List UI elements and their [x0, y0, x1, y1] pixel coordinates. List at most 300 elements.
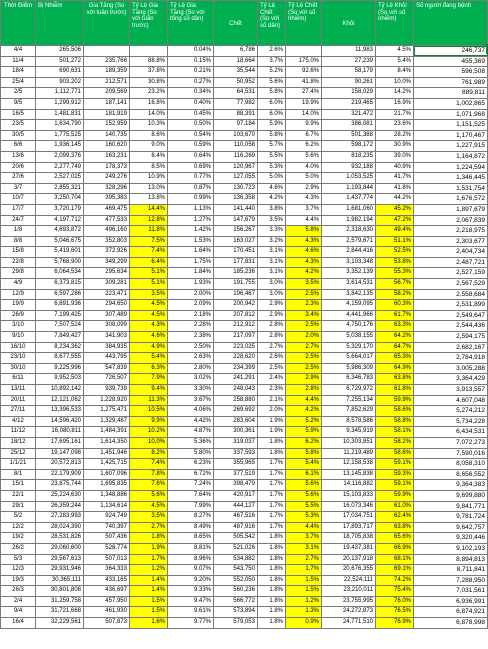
cell-increase-rate-week[interactable]: 16.8% [130, 98, 168, 109]
cell-death-rate-infected[interactable]: 5.0% [286, 173, 322, 184]
cell-recovery-rate[interactable]: 59.9% [376, 395, 414, 406]
cell-recovered[interactable]: 598,172 [322, 141, 376, 152]
cell-active-cases[interactable]: 2,682,167 [414, 342, 488, 353]
cell-increase-rate-pop[interactable]: 7.24% [168, 480, 214, 491]
cell-active-cases[interactable]: 2,067,839 [414, 215, 488, 226]
cell-deaths[interactable]: 136,358 [214, 194, 258, 205]
cell-deaths[interactable]: 355,965 [214, 459, 258, 470]
cell-increase[interactable]: 443,795 [84, 353, 130, 364]
cell-deaths[interactable]: 35,544 [214, 67, 258, 78]
cell-death-rate-pop[interactable]: 3.1% [258, 247, 286, 258]
cell-recovered[interactable]: 11,219,489 [322, 448, 376, 459]
cell-death-rate-pop[interactable]: 2.4% [258, 374, 286, 385]
cell-death-rate-infected[interactable]: 4.4% [286, 522, 322, 533]
cell-infected[interactable]: 501,272 [36, 56, 84, 67]
cell-infected[interactable]: 5,046,675 [36, 236, 84, 247]
cell-recovery-rate[interactable]: 14.2% [376, 88, 414, 99]
cell-infected[interactable]: 6,064,534 [36, 268, 84, 279]
cell-time[interactable]: 20/6 [1, 162, 36, 173]
cell-recovery-rate[interactable]: 64.9% [376, 363, 414, 374]
cell-increase[interactable]: 364,333 [84, 565, 130, 576]
cell-increase-rate-pop[interactable]: 0.27% [168, 77, 214, 88]
cell-increase-rate-week[interactable]: 23.2% [130, 88, 168, 99]
cell-deaths[interactable]: 130,723 [214, 183, 258, 194]
header-deaths[interactable]: Chết [214, 1, 258, 46]
cell-time[interactable]: 18/4 [1, 67, 36, 78]
cell-death-rate-pop[interactable]: 5.8% [258, 88, 286, 99]
cell-increase-rate-week[interactable]: 7.4% [130, 459, 168, 470]
cell-death-rate-infected[interactable]: 4.4% [286, 395, 322, 406]
cell-deaths[interactable]: 467,516 [214, 512, 258, 523]
cell-death-rate-infected[interactable]: 3.7% [286, 533, 322, 544]
cell-death-rate-infected[interactable]: 1.5% [286, 575, 322, 586]
cell-deaths[interactable]: 398,479 [214, 480, 258, 491]
cell-death-rate-pop[interactable]: 5.6% [258, 77, 286, 88]
cell-increase[interactable]: 461,930 [84, 607, 130, 618]
cell-increase[interactable]: 547,839 [84, 363, 130, 374]
cell-increase-rate-week[interactable]: 1.6% [130, 618, 168, 629]
cell-recovery-rate[interactable]: 51.1% [376, 236, 414, 247]
cell-deaths[interactable]: 420,917 [214, 490, 258, 501]
cell-increase[interactable]: 181,919 [84, 109, 130, 120]
cell-increase-rate-pop[interactable]: 4.06% [168, 406, 214, 417]
cell-recovered[interactable]: 20,676,355 [322, 565, 376, 576]
cell-deaths[interactable]: 337,593 [214, 448, 258, 459]
cell-deaths[interactable]: 64,531 [214, 88, 258, 99]
cell-increase-rate-week[interactable]: 7.6% [130, 480, 168, 491]
cell-increase-rate-pop[interactable]: 0.15% [168, 56, 214, 67]
cell-infected[interactable]: 1,634,790 [36, 120, 84, 131]
cell-increase[interactable]: 163,231 [84, 151, 130, 162]
cell-death-rate-infected[interactable]: 27.4% [286, 88, 322, 99]
cell-recovery-rate[interactable]: 61.7% [376, 310, 414, 321]
cell-increase[interactable]: 1,607,096 [84, 469, 130, 480]
cell-increase-rate-pop[interactable]: 0.77% [168, 173, 214, 184]
cell-recovery-rate[interactable]: 63.8% [376, 374, 414, 385]
cell-infected[interactable]: 5,768,900 [36, 257, 84, 268]
cell-death-rate-infected[interactable]: 6.7% [286, 130, 322, 141]
cell-deaths[interactable]: 116,269 [214, 151, 258, 162]
cell-death-rate-infected[interactable]: 5.6% [286, 490, 322, 501]
cell-active-cases[interactable]: 8,656,552 [414, 469, 488, 480]
cell-increase-rate-pop[interactable]: 9.77% [168, 618, 214, 629]
cell-active-cases[interactable]: 6,874,921 [414, 607, 488, 618]
cell-increase-rate-week[interactable] [130, 46, 168, 57]
cell-death-rate-infected[interactable]: 3.4% [286, 310, 322, 321]
cell-death-rate-pop[interactable]: 6.0% [258, 109, 286, 120]
cell-increase[interactable]: 1,484,391 [84, 427, 130, 438]
cell-increase-rate-week[interactable]: 14.4% [130, 204, 168, 215]
cell-increase[interactable]: 1,695,835 [84, 480, 130, 491]
cell-increase-rate-week[interactable]: 12.8% [130, 215, 168, 226]
cell-deaths[interactable]: 283,604 [214, 416, 258, 427]
cell-recovery-rate[interactable]: 66.9% [376, 543, 414, 554]
cell-increase[interactable]: 436,697 [84, 586, 130, 597]
cell-active-cases[interactable]: 246,737 [414, 46, 488, 57]
cell-infected[interactable]: 2,855,321 [36, 183, 84, 194]
cell-death-rate-pop[interactable]: 1.8% [258, 554, 286, 565]
cell-infected[interactable]: 6,373,815 [36, 279, 84, 290]
cell-increase-rate-week[interactable]: 13.8% [130, 194, 168, 205]
cell-death-rate-pop[interactable]: 1.8% [258, 607, 286, 618]
cell-increase-rate-pop[interactable]: 1.42% [168, 226, 214, 237]
cell-increase-rate-pop[interactable]: 1.93% [168, 279, 214, 290]
cell-increase-rate-pop[interactable]: 3.30% [168, 385, 214, 396]
cell-increase-rate-week[interactable]: 1.8% [130, 533, 168, 544]
cell-deaths[interactable]: 207,812 [214, 310, 258, 321]
cell-deaths[interactable]: 170,451 [214, 247, 258, 258]
cell-infected[interactable]: 9,225,996 [36, 363, 84, 374]
cell-recovered[interactable]: 9,345,919 [322, 427, 376, 438]
cell-increase-rate-pop[interactable]: 7.64% [168, 490, 214, 501]
cell-recovered[interactable]: 1,982,194 [322, 215, 376, 226]
cell-deaths[interactable]: 534,882 [214, 554, 258, 565]
cell-deaths[interactable]: 217,097 [214, 332, 258, 343]
cell-death-rate-pop[interactable]: 3.3% [258, 226, 286, 237]
cell-recovery-rate[interactable]: 58.6% [376, 448, 414, 459]
cell-time[interactable]: 9/4 [1, 607, 36, 618]
cell-increase-rate-week[interactable]: 5.1% [130, 279, 168, 290]
cell-active-cases[interactable]: 2,549,647 [414, 310, 488, 321]
cell-increase[interactable]: 1,228,920 [84, 395, 130, 406]
cell-increase-rate-pop[interactable]: 2.18% [168, 310, 214, 321]
cell-deaths[interactable]: 444,127 [214, 501, 258, 512]
cell-increase-rate-week[interactable]: 7.4% [130, 247, 168, 258]
cell-recovery-rate[interactable]: 41.7% [376, 173, 414, 184]
cell-increase-rate-week[interactable]: 10.0% [130, 437, 168, 448]
cell-recovered[interactable]: 7,255,134 [322, 395, 376, 406]
cell-increase-rate-pop[interactable]: 1.27% [168, 215, 214, 226]
cell-recovery-rate[interactable]: 68.1% [376, 554, 414, 565]
cell-recovered[interactable]: 11,983 [322, 46, 376, 57]
cell-increase-rate-pop[interactable]: 9.20% [168, 575, 214, 586]
cell-deaths[interactable]: 141,440 [214, 204, 258, 215]
cell-active-cases[interactable]: 9,781,724 [414, 512, 488, 523]
cell-increase-rate-week[interactable]: 1.4% [130, 575, 168, 586]
cell-deaths[interactable]: 552,050 [214, 575, 258, 586]
cell-recovered[interactable]: 501,388 [322, 130, 376, 141]
cell-recovered[interactable]: 6,346,783 [322, 374, 376, 385]
cell-increase-rate-week[interactable]: 10.2% [130, 427, 168, 438]
cell-recovered[interactable]: 18,705,838 [322, 533, 376, 544]
cell-time[interactable]: 30/5 [1, 130, 36, 141]
cell-increase-rate-week[interactable]: 9.4% [130, 385, 168, 396]
cell-active-cases[interactable]: 5,734,228 [414, 416, 488, 427]
cell-recovery-rate[interactable]: 55.3% [376, 268, 414, 279]
cell-death-rate-infected[interactable]: 9.9% [286, 120, 322, 131]
cell-death-rate-pop[interactable]: 1.7% [258, 459, 286, 470]
cell-active-cases[interactable]: 7,072,273 [414, 437, 488, 448]
cell-time[interactable]: 23/10 [1, 353, 36, 364]
cell-infected[interactable]: 2,099,376 [36, 151, 84, 162]
cell-time[interactable]: 30/10 [1, 363, 36, 374]
cell-death-rate-pop[interactable]: 1.7% [258, 501, 286, 512]
cell-death-rate-pop[interactable]: 3.5% [258, 215, 286, 226]
cell-death-rate-pop[interactable]: 5.5% [258, 151, 286, 162]
cell-increase-rate-pop[interactable]: 0.34% [168, 88, 214, 99]
cell-time[interactable]: 15/8 [1, 247, 36, 258]
cell-increase-rate-pop[interactable]: 9.33% [168, 586, 214, 597]
cell-time[interactable]: 3/7 [1, 183, 36, 194]
cell-recovered[interactable]: 3,103,348 [322, 257, 376, 268]
cell-active-cases[interactable]: 4,607,048 [414, 395, 488, 406]
cell-death-rate-pop[interactable]: 1.7% [258, 522, 286, 533]
cell-infected[interactable]: 29,567,613 [36, 554, 84, 565]
cell-increase-rate-pop[interactable]: 0.50% [168, 120, 214, 131]
cell-increase-rate-pop[interactable]: 2.80% [168, 363, 214, 374]
cell-infected[interactable]: 7,849,427 [36, 332, 84, 343]
cell-recovered[interactable]: 3,352,139 [322, 268, 376, 279]
cell-increase-rate-pop[interactable]: 6.23% [168, 459, 214, 470]
cell-increase[interactable]: 140,735 [84, 130, 130, 141]
cell-deaths[interactable]: 241,291 [214, 374, 258, 385]
cell-active-cases[interactable]: 2,531,899 [414, 300, 488, 311]
cell-increase-rate-week[interactable]: 5.1% [130, 268, 168, 279]
cell-death-rate-infected[interactable]: 5.6% [286, 151, 322, 162]
cell-increase-rate-week[interactable]: 37.8% [130, 67, 168, 78]
cell-infected[interactable]: 265,506 [36, 46, 84, 57]
cell-time[interactable]: 27/11 [1, 406, 36, 417]
header-death-rate-infected[interactable]: Tỷ Lệ Chết (So với số nhiễm) [286, 1, 322, 46]
cell-active-cases[interactable]: 2,558,684 [414, 289, 488, 300]
cell-increase-rate-pop[interactable]: 5.80% [168, 448, 214, 459]
cell-recovered[interactable]: 5,664,017 [322, 353, 376, 364]
cell-death-rate-pop[interactable]: 5.2% [258, 67, 286, 78]
cell-increase[interactable]: 469,475 [84, 204, 130, 215]
cell-increase-rate-week[interactable]: 10.3% [130, 120, 168, 131]
cell-death-rate-pop[interactable]: 1.8% [258, 586, 286, 597]
cell-increase[interactable]: 1,425,715 [84, 459, 130, 470]
cell-time[interactable]: 11/4 [1, 56, 36, 67]
cell-death-rate-infected[interactable]: 6.2% [286, 141, 322, 152]
cell-death-rate-infected[interactable]: 4.3% [286, 257, 322, 268]
cell-recovery-rate[interactable]: 62.4% [376, 512, 414, 523]
cell-recovered[interactable]: 5,986,309 [322, 363, 376, 374]
cell-deaths[interactable]: 200,942 [214, 300, 258, 311]
cell-increase-rate-pop[interactable]: 2.00% [168, 289, 214, 300]
cell-death-rate-infected[interactable]: 5.9% [286, 427, 322, 438]
cell-increase[interactable]: 528,774 [84, 543, 130, 554]
cell-death-rate-infected[interactable]: 4.3% [286, 236, 322, 247]
cell-death-rate-infected[interactable]: 5.8% [286, 226, 322, 237]
cell-death-rate-infected[interactable]: 1.7% [286, 565, 322, 576]
cell-infected[interactable]: 29,931,946 [36, 565, 84, 576]
cell-increase-rate-week[interactable]: 1.7% [130, 554, 168, 565]
cell-recovery-rate[interactable]: 59.9% [376, 490, 414, 501]
cell-deaths[interactable]: 103,670 [214, 130, 258, 141]
cell-increase-rate-week[interactable]: 3.5% [130, 512, 168, 523]
cell-deaths[interactable]: 560,236 [214, 586, 258, 597]
cell-infected[interactable]: 2,277,749 [36, 162, 84, 173]
cell-death-rate-pop[interactable]: 5.3% [258, 162, 286, 173]
cell-recovered[interactable]: 90,261 [322, 77, 376, 88]
cell-recovered[interactable]: 386,081 [322, 120, 376, 131]
cell-active-cases[interactable]: 761,989 [414, 77, 488, 88]
cell-increase[interactable]: 328,296 [84, 183, 130, 194]
cell-infected[interactable]: 1,112,771 [36, 88, 84, 99]
cell-recovery-rate[interactable]: 76.9% [376, 618, 414, 629]
cell-increase-rate-week[interactable]: 88.8% [130, 56, 168, 67]
cell-infected[interactable]: 29,060,600 [36, 543, 84, 554]
cell-increase[interactable]: 1,329,487 [84, 416, 130, 427]
cell-time[interactable]: 8/8 [1, 236, 36, 247]
cell-death-rate-infected[interactable]: 2.7% [286, 554, 322, 565]
cell-death-rate-pop[interactable]: 3.2% [258, 236, 286, 247]
cell-recovered[interactable]: 14,116,882 [322, 480, 376, 491]
cell-deaths[interactable]: 319,037 [214, 437, 258, 448]
cell-increase-rate-week[interactable]: 9.0% [130, 141, 168, 152]
cell-increase[interactable]: 395,383 [84, 194, 130, 205]
cell-death-rate-pop[interactable]: 1.9% [258, 427, 286, 438]
cell-recovery-rate[interactable]: 74.2% [376, 575, 414, 586]
cell-active-cases[interactable]: 1,676,572 [414, 194, 488, 205]
cell-increase-rate-week[interactable]: 1.4% [130, 586, 168, 597]
cell-death-rate-infected[interactable]: 5.5% [286, 501, 322, 512]
cell-deaths[interactable]: 579,053 [214, 618, 258, 629]
cell-death-rate-pop[interactable]: 1.8% [258, 565, 286, 576]
cell-time[interactable]: 13/6 [1, 151, 36, 162]
cell-increase-rate-pop[interactable]: 1.53% [168, 236, 214, 247]
cell-increase[interactable]: 507,013 [84, 554, 130, 565]
cell-recovery-rate[interactable]: 4.5% [376, 46, 414, 57]
cell-time[interactable]: 1/8 [1, 226, 36, 237]
cell-increase-rate-pop[interactable]: 8.65% [168, 533, 214, 544]
cell-increase[interactable]: 1,451,946 [84, 448, 130, 459]
cell-increase-rate-week[interactable]: 4.6% [130, 332, 168, 343]
cell-infected[interactable]: 3,720,179 [36, 204, 84, 215]
cell-recovered[interactable]: 12,158,538 [322, 459, 376, 470]
cell-infected[interactable]: 5,419,601 [36, 247, 84, 258]
cell-increase-rate-week[interactable]: 9.9% [130, 416, 168, 427]
cell-death-rate-infected[interactable]: 2.9% [286, 183, 322, 194]
cell-death-rate-infected[interactable]: 2.7% [286, 342, 322, 353]
cell-recovery-rate[interactable]: 65.6% [376, 533, 414, 544]
cell-recovered[interactable]: 158,029 [322, 88, 376, 99]
cell-time[interactable]: 29/8 [1, 268, 36, 279]
cell-recovered[interactable]: 1,681,060 [322, 204, 376, 215]
cell-death-rate-infected[interactable]: 19.9% [286, 98, 322, 109]
cell-increase-rate-pop[interactable]: 0.99% [168, 194, 214, 205]
cell-recovered[interactable]: 4,441,966 [322, 310, 376, 321]
cell-increase-rate-week[interactable]: 30.8% [130, 77, 168, 88]
cell-increase-rate-pop[interactable]: 0.21% [168, 67, 214, 78]
cell-death-rate-infected[interactable]: 2.8% [286, 385, 322, 396]
header-recovered[interactable]: Khỏi [322, 1, 376, 46]
cell-increase-rate-week[interactable]: 6.4% [130, 257, 168, 268]
cell-recovered[interactable]: 3,842,135 [322, 289, 376, 300]
cell-deaths[interactable]: 6,786 [214, 46, 258, 57]
cell-increase[interactable]: 209,569 [84, 88, 130, 99]
cell-active-cases[interactable]: 8,894,813 [414, 554, 488, 565]
cell-increase-rate-week[interactable]: 4.5% [130, 310, 168, 321]
header-infected[interactable]: Bị Nhiễm [36, 1, 84, 46]
cell-time[interactable]: 12/3 [1, 565, 36, 576]
cell-recovered[interactable]: 2,579,671 [322, 236, 376, 247]
cell-infected[interactable]: 32,229,561 [36, 618, 84, 629]
cell-infected[interactable]: 19,147,098 [36, 448, 84, 459]
cell-deaths[interactable]: 234,399 [214, 363, 258, 374]
cell-infected[interactable]: 10,892,142 [36, 385, 84, 396]
cell-active-cases[interactable]: 7,288,950 [414, 575, 488, 586]
cell-recovery-rate[interactable]: 76.5% [376, 607, 414, 618]
cell-death-rate-infected[interactable] [286, 46, 322, 57]
cell-increase-rate-pop[interactable]: 0.04% [168, 46, 214, 57]
cell-time[interactable]: 29/1 [1, 501, 36, 512]
cell-recovery-rate[interactable]: 58.8% [376, 416, 414, 427]
cell-time[interactable]: 12/9 [1, 289, 36, 300]
cell-time[interactable]: 20/11 [1, 395, 36, 406]
cell-deaths[interactable]: 88,391 [214, 109, 258, 120]
cell-active-cases[interactable]: 1,164,872 [414, 151, 488, 162]
cell-infected[interactable]: 9,952,503 [36, 374, 84, 385]
cell-active-cases[interactable]: 2,527,159 [414, 268, 488, 279]
cell-recovered[interactable]: 5,038,155 [322, 332, 376, 343]
cell-death-rate-pop[interactable]: 5.0% [258, 173, 286, 184]
cell-deaths[interactable]: 191,755 [214, 279, 258, 290]
cell-deaths[interactable]: 185,236 [214, 268, 258, 279]
cell-active-cases[interactable]: 7,590,016 [414, 448, 488, 459]
cell-recovered[interactable]: 24,771,510 [322, 618, 376, 629]
cell-infected[interactable]: 12,121,062 [36, 395, 84, 406]
cell-death-rate-infected[interactable]: 14.0% [286, 109, 322, 120]
cell-infected[interactable]: 1,775,525 [36, 130, 84, 141]
cell-recovery-rate[interactable]: 40.9% [376, 162, 414, 173]
cell-active-cases[interactable]: 8,058,310 [414, 459, 488, 470]
cell-death-rate-pop[interactable]: 1.8% [258, 575, 286, 586]
cell-increase[interactable]: 372,926 [84, 247, 130, 258]
cell-increase-rate-pop[interactable]: 8.27% [168, 512, 214, 523]
cell-recovered[interactable]: 8,578,586 [322, 416, 376, 427]
cell-increase[interactable]: 457,950 [84, 596, 130, 607]
cell-death-rate-infected[interactable]: 3.1% [286, 543, 322, 554]
cell-increase-rate-week[interactable]: 4.3% [130, 321, 168, 332]
cell-time[interactable]: 2/4 [1, 596, 36, 607]
cell-recovery-rate[interactable]: 30.9% [376, 141, 414, 152]
cell-infected[interactable]: 8,234,362 [36, 342, 84, 353]
cell-increase-rate-pop[interactable]: 9.07% [168, 565, 214, 576]
cell-death-rate-infected[interactable]: 2.3% [286, 300, 322, 311]
cell-increase[interactable]: 349,299 [84, 257, 130, 268]
cell-increase-rate-pop[interactable]: 2.38% [168, 332, 214, 343]
header-active-cases[interactable]: Số người đang bệnh [414, 1, 488, 46]
cell-increase-rate-week[interactable]: 11.8% [130, 226, 168, 237]
cell-recovery-rate[interactable]: 8.4% [376, 67, 414, 78]
cell-increase-rate-pop[interactable]: 0.59% [168, 141, 214, 152]
cell-recovery-rate[interactable]: 45.2% [376, 204, 414, 215]
cell-increase-rate-pop[interactable]: 2.63% [168, 353, 214, 364]
cell-increase-rate-week[interactable]: 7.9% [130, 374, 168, 385]
cell-deaths[interactable]: 248,043 [214, 385, 258, 396]
cell-death-rate-infected[interactable]: 92.6% [286, 67, 322, 78]
cell-increase[interactable]: 341,903 [84, 332, 130, 343]
cell-infected[interactable]: 22,179,909 [36, 469, 84, 480]
cell-death-rate-infected[interactable]: 4.6% [286, 247, 322, 258]
cell-increase[interactable]: 1,134,614 [84, 501, 130, 512]
cell-death-rate-pop[interactable]: 5.9% [258, 120, 286, 131]
cell-time[interactable]: 11/12 [1, 427, 36, 438]
cell-time[interactable]: 12/2 [1, 522, 36, 533]
cell-recovered[interactable]: 5,329,170 [322, 342, 376, 353]
cell-increase-rate-week[interactable]: 7.5% [130, 236, 168, 247]
cell-death-rate-pop[interactable]: 1.9% [258, 416, 286, 427]
cell-time[interactable]: 8/1 [1, 469, 36, 480]
cell-infected[interactable]: 14,596,420 [36, 416, 84, 427]
cell-active-cases[interactable]: 2,784,918 [414, 353, 488, 364]
cell-active-cases[interactable]: 2,594,175 [414, 332, 488, 343]
cell-increase[interactable]: 507,436 [84, 533, 130, 544]
cell-increase-rate-week[interactable]: 5.4% [130, 353, 168, 364]
cell-increase[interactable]: 1,614,350 [84, 437, 130, 448]
